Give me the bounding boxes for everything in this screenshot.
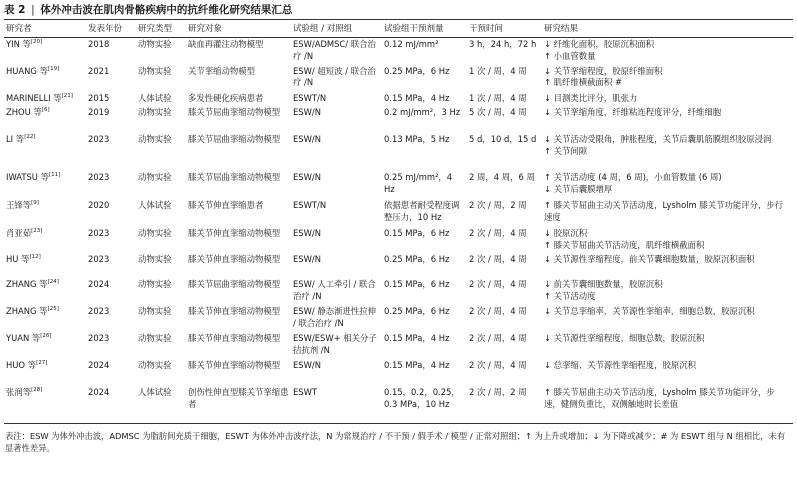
time-value: 2 次 / 周，4 周 xyxy=(469,228,527,238)
result-cell xyxy=(542,38,793,65)
groups-cell xyxy=(291,38,382,65)
result-line: ↓ 关节源性挛缩程度，细胞总数，胶原沉积 xyxy=(544,333,705,343)
year-value: 2019 xyxy=(88,107,110,117)
type-cell xyxy=(136,332,186,359)
type-cell xyxy=(136,92,186,107)
subject-cell xyxy=(186,171,291,199)
time-cell xyxy=(467,106,542,133)
author-cell xyxy=(4,65,86,92)
year-value: 2023 xyxy=(88,228,110,238)
groups-cell xyxy=(291,332,382,359)
year-cell xyxy=(86,65,136,92)
time-cell xyxy=(467,65,542,92)
result-cell xyxy=(542,332,793,359)
result-cell xyxy=(542,65,793,92)
dose-value: 0.15 MPa，6 Hz xyxy=(384,279,450,289)
result-line: ↓ 前关节囊细胞数量，胶原沉积 xyxy=(544,279,663,289)
study-groups: ESW/ 人工牵引 / 联合治疗 /N xyxy=(293,279,376,301)
dose-value: 0.15 MPa，4 Hz xyxy=(384,92,450,103)
time-cell xyxy=(467,38,542,65)
author-cell xyxy=(4,253,86,278)
dose-value: 0.2 mJ/mm²，3 Hz xyxy=(384,107,461,117)
year-value: 2023 xyxy=(88,172,110,182)
year-value: 2020 xyxy=(88,200,110,210)
dose-value: 0.25 mJ/mm²，4 Hz xyxy=(384,172,453,194)
result-cell xyxy=(542,359,793,386)
author-name: HUO 等 xyxy=(6,360,37,370)
reference-marker: [20] xyxy=(30,39,43,46)
title-separator: | xyxy=(31,4,35,16)
year-cell xyxy=(86,278,136,305)
time-value: 1 次 / 周，4 周 xyxy=(469,65,527,76)
col-header-time: 干预时间 xyxy=(467,20,542,38)
study-subject: 缺血再灌注动物模型 xyxy=(188,39,264,49)
result-cell xyxy=(542,305,793,332)
author-name: 张润等 xyxy=(6,387,32,397)
time-cell xyxy=(467,199,542,227)
time-cell xyxy=(467,253,542,278)
author-cell xyxy=(4,106,86,133)
year-value: 2023 xyxy=(88,306,110,316)
study-type: 动物实验 xyxy=(138,333,172,343)
dose-value: 0.15 MPa，4 Hz xyxy=(384,360,450,370)
table-row xyxy=(4,171,793,199)
result-line: ↑ 肌纤维横截面积 # xyxy=(544,77,622,87)
study-groups: ESW/N xyxy=(293,228,321,238)
time-value: 2 次 / 周，4 周 xyxy=(469,306,527,316)
subject-cell xyxy=(186,227,291,253)
result-line: ↓ 关节总挛缩率，关节源性挛缩率，细胞总数，胶原沉积 xyxy=(544,306,755,316)
author-name: HU 等 xyxy=(6,254,30,264)
result-line: ↑ 膝关节屈曲主动关节活动度，Lysholm 膝关节功能评分，步行速度 xyxy=(544,200,784,222)
col-header-dose: 试验组干预剂量 xyxy=(382,20,467,38)
author-cell xyxy=(4,305,86,332)
result-cell xyxy=(542,106,793,133)
result-line: ↓ 总挛缩、关节源性挛缩程度，胶原沉积 xyxy=(544,360,697,370)
dose-cell xyxy=(382,253,467,278)
results-table xyxy=(4,19,793,424)
table-note: 表注：ESW 为体外冲击波，ADMSC 为脂肪间充质干细胞，ESWT 为体外冲击波疗法，N 为常规治疗 / 不干预 / 假手术 / 模型 / 正常对照组；↑ 为上升或增加；↓ 为下降或减少；# 为 ESWT 组与 N 组相比，未有显著性差异。 xyxy=(5,430,786,453)
study-groups: ESW/ESW+ 相关分子拮抗剂 /N xyxy=(293,333,377,355)
dose-value: 0.25 MPa，6 Hz xyxy=(384,306,450,316)
study-type: 人体试验 xyxy=(138,387,172,397)
subject-cell xyxy=(186,278,291,305)
study-groups: ESW/ADMSC/ 联合治疗 /N xyxy=(293,39,376,61)
year-cell xyxy=(86,38,136,65)
year-value: 2023 xyxy=(88,254,110,264)
dose-cell xyxy=(382,359,467,386)
study-groups: ESWT xyxy=(293,387,318,397)
table-row xyxy=(4,106,793,133)
dose-value: 0.15，0.2，0.25，0.3 MPa，10 Hz xyxy=(384,387,460,409)
study-type: 动物实验 xyxy=(138,279,172,289)
reference-marker: [25] xyxy=(47,306,59,313)
author-cell xyxy=(4,133,86,171)
study-type: 动物实验 xyxy=(138,172,172,182)
type-cell xyxy=(136,106,186,133)
time-value: 2 次 / 周，4 周 xyxy=(469,333,527,343)
study-subject: 膝关节伸直挛缩动物模型 xyxy=(188,360,281,370)
table-row xyxy=(4,38,793,65)
dose-cell xyxy=(382,305,467,332)
dose-value: 0.13 MPa，5 Hz xyxy=(384,134,450,144)
year-cell xyxy=(86,305,136,332)
type-cell xyxy=(136,278,186,305)
author-name: YIN 等 xyxy=(6,39,31,49)
groups-cell xyxy=(291,305,382,332)
year-cell xyxy=(86,199,136,227)
subject-cell xyxy=(186,332,291,359)
groups-cell xyxy=(291,133,382,171)
reference-marker: [6] xyxy=(41,107,50,114)
time-value: 2 周，4 周，6 周 xyxy=(469,172,535,182)
dose-value: 0.15 MPa，6 Hz xyxy=(384,228,450,238)
author-cell xyxy=(4,359,86,386)
dose-cell xyxy=(382,332,467,359)
type-cell xyxy=(136,253,186,278)
groups-cell xyxy=(291,106,382,133)
result-line: ↑ 关节活动度 xyxy=(544,290,596,301)
dose-cell xyxy=(382,106,467,133)
author-name: ZHOU 等 xyxy=(6,107,42,117)
study-type: 动物实验 xyxy=(138,228,172,238)
type-cell xyxy=(136,38,186,65)
time-value: 5 次 / 周，4 周 xyxy=(469,107,527,117)
study-groups: ESWT/N xyxy=(293,200,327,210)
study-groups: ESWT/N xyxy=(293,92,327,103)
subject-cell xyxy=(186,133,291,171)
subject-cell xyxy=(186,65,291,92)
col-header-year: 发表年份 xyxy=(86,20,136,38)
author-cell xyxy=(4,227,86,253)
year-cell xyxy=(86,386,136,423)
author-name: MARINELLI 等 xyxy=(6,92,62,103)
author-name: 王锋等 xyxy=(6,200,32,210)
year-cell xyxy=(86,359,136,386)
col-header-result: 研究结果 xyxy=(542,20,793,38)
reference-marker: [24] xyxy=(47,279,59,286)
type-cell xyxy=(136,305,186,332)
result-line: ↑ 小血管数量 xyxy=(544,50,596,61)
study-subject: 膝关节伸直挛缩动物模型 xyxy=(188,254,281,264)
result-cell xyxy=(542,199,793,227)
result-line: ↓ 关节活动受限角，肿胀程度，关节后囊肌筋膜组织胶原浸润 xyxy=(544,134,772,144)
groups-cell xyxy=(291,227,382,253)
time-cell xyxy=(467,171,542,199)
study-type: 动物实验 xyxy=(138,360,172,370)
time-value: 2 次 / 周，2 周 xyxy=(469,200,527,210)
groups-cell xyxy=(291,65,382,92)
subject-cell xyxy=(186,386,291,423)
study-subject: 膝关节伸直挛缩动物模型 xyxy=(188,306,281,316)
result-cell xyxy=(542,253,793,278)
study-groups: ESW/N xyxy=(293,134,321,144)
study-groups: ESW/N xyxy=(293,172,321,182)
study-groups: ESW/ 超短波 / 联合治疗 /N xyxy=(293,65,376,87)
col-header-type: 研究类型 xyxy=(136,20,186,38)
study-subject: 膝关节伸直挛缩患者 xyxy=(188,200,264,210)
time-cell xyxy=(467,305,542,332)
dose-cell xyxy=(382,171,467,199)
author-name: ZHANG 等 xyxy=(6,279,48,289)
reference-marker: [23] xyxy=(31,228,43,235)
year-cell xyxy=(86,92,136,107)
result-cell xyxy=(542,386,793,423)
time-value: 3 h，24 h，72 h xyxy=(469,39,537,49)
col-header-author: 研究者 xyxy=(4,20,86,38)
author-cell xyxy=(4,332,86,359)
groups-cell xyxy=(291,199,382,227)
result-line: ↑ 关节活动度 (4 周，6 周)，小血管数量 (6 周) xyxy=(544,172,722,182)
result-line: ↓ 关节后囊膜增厚 xyxy=(544,183,613,194)
author-name: LI 等 xyxy=(6,134,25,144)
study-type: 动物实验 xyxy=(138,254,172,264)
year-cell xyxy=(86,106,136,133)
study-subject: 膝关节屈曲挛缩动物模型 xyxy=(188,279,281,289)
author-cell xyxy=(4,278,86,305)
result-cell xyxy=(542,278,793,305)
author-name: YUAN 等 xyxy=(6,333,41,343)
subject-cell xyxy=(186,359,291,386)
table-row xyxy=(4,199,793,227)
year-value: 2024 xyxy=(88,387,110,397)
year-value: 2023 xyxy=(88,134,110,144)
author-name: ZHANG 等 xyxy=(6,306,48,316)
time-cell xyxy=(467,386,542,423)
year-value: 2023 xyxy=(88,333,110,343)
study-groups: ESW/N xyxy=(293,254,321,264)
time-cell xyxy=(467,227,542,253)
author-cell xyxy=(4,38,86,65)
dose-cell xyxy=(382,38,467,65)
reference-marker: [19] xyxy=(47,65,60,72)
dose-value: 依据患者耐受程度调整压力，10 Hz xyxy=(384,200,460,222)
year-value: 2024 xyxy=(88,279,110,289)
time-cell xyxy=(467,359,542,386)
subject-cell xyxy=(186,199,291,227)
table-row xyxy=(4,65,793,92)
year-cell xyxy=(86,227,136,253)
type-cell xyxy=(136,199,186,227)
year-cell xyxy=(86,332,136,359)
dose-cell xyxy=(382,227,467,253)
result-line: ↓ 关节挛缩角度，纤维粘连程度评分，纤维细胞 xyxy=(544,107,722,117)
table-row xyxy=(4,359,793,386)
study-groups: ESW/N xyxy=(293,107,321,117)
time-cell xyxy=(467,133,542,171)
study-subject: 创伤性伸直型膝关节挛缩患者 xyxy=(188,387,289,409)
reference-marker: [21] xyxy=(61,92,73,99)
author-cell xyxy=(4,92,86,107)
dose-value: 0.25 MPa，6 Hz xyxy=(384,65,450,76)
type-cell xyxy=(136,171,186,199)
time-cell xyxy=(467,332,542,359)
dose-cell xyxy=(382,92,467,107)
table-row xyxy=(4,278,793,305)
dose-cell xyxy=(382,133,467,171)
study-type: 动物实验 xyxy=(138,107,172,117)
year-cell xyxy=(86,171,136,199)
study-subject: 膝关节屈曲挛缩动物模型 xyxy=(188,134,281,144)
study-type: 动物实验 xyxy=(138,134,172,144)
study-type: 人体试验 xyxy=(138,92,172,103)
table-number: 表 2 xyxy=(4,4,26,16)
author-cell xyxy=(4,199,86,227)
result-line: ↓ 纤维化面积，胶原沉积面积 xyxy=(544,39,655,49)
dose-value: 0.12 mJ/mm² xyxy=(384,39,439,49)
time-value: 1 次 / 周，4 周 xyxy=(469,92,527,103)
subject-cell xyxy=(186,253,291,278)
author-name: IWATSU 等 xyxy=(6,172,49,182)
table-title-text: 体外冲击波在肌肉骨骼疾病中的抗纤维化研究结果汇总 xyxy=(40,4,293,16)
table-row xyxy=(4,332,793,359)
dose-cell xyxy=(382,386,467,423)
type-cell xyxy=(136,133,186,171)
table-row xyxy=(4,92,793,107)
table-header-row xyxy=(4,20,793,38)
year-cell xyxy=(86,133,136,171)
result-line: ↓ 胶原沉积 xyxy=(544,228,588,238)
year-cell xyxy=(86,253,136,278)
subject-cell xyxy=(186,305,291,332)
col-header-subject: 研究对象 xyxy=(186,20,291,38)
year-value: 2015 xyxy=(88,92,110,103)
groups-cell xyxy=(291,278,382,305)
result-cell xyxy=(542,92,793,107)
dose-cell xyxy=(382,65,467,92)
time-value: 2 次 / 周，4 周 xyxy=(469,254,527,264)
table-row xyxy=(4,133,793,171)
result-line: ↑ 膝关节屈曲主动关节活动度，Lysholm 膝关节功能评分，步速，健侧负重比，双侧触地时长差值 xyxy=(544,387,775,409)
study-type: 动物实验 xyxy=(138,39,172,49)
table-title xyxy=(4,3,793,17)
time-cell xyxy=(467,278,542,305)
subject-cell xyxy=(186,92,291,107)
table-row xyxy=(4,386,793,423)
dose-cell xyxy=(382,199,467,227)
subject-cell xyxy=(186,106,291,133)
table-body xyxy=(4,38,793,424)
result-cell xyxy=(542,133,793,171)
result-cell xyxy=(542,227,793,253)
year-value: 2024 xyxy=(88,360,110,370)
time-value: 2 次 / 周，4 周 xyxy=(469,279,527,289)
reference-marker: [26] xyxy=(40,333,52,340)
groups-cell xyxy=(291,92,382,107)
study-groups: ESW/ 静态渐进性拉伸 / 联合治疗 /N xyxy=(293,306,376,328)
groups-cell xyxy=(291,253,382,278)
study-subject: 膝关节屈曲挛缩动物模型 xyxy=(188,107,281,117)
reference-marker: [12] xyxy=(29,254,41,261)
result-line: ↓ 关节源性挛缩程度，前关节囊细胞数量，胶原沉积面积 xyxy=(544,254,755,264)
reference-marker: [27] xyxy=(36,360,48,367)
result-line: ↓ 关节挛缩程度，胶原纤维面积 xyxy=(544,65,663,76)
dose-value: 0.25 MPa，6 Hz xyxy=(384,254,450,264)
col-header-groups: 试验组 / 对照组 xyxy=(291,20,382,38)
author-name: HUANG 等 xyxy=(6,65,48,76)
type-cell xyxy=(136,65,186,92)
time-value: 2 次 / 周，2 周 xyxy=(469,387,527,397)
groups-cell xyxy=(291,386,382,423)
study-subject: 关节挛缩动物模型 xyxy=(188,65,255,76)
study-type: 动物实验 xyxy=(138,65,172,76)
time-value: 5 d，10 d，15 d xyxy=(469,134,537,144)
type-cell xyxy=(136,359,186,386)
time-cell xyxy=(467,92,542,107)
time-value: 2 次 / 周，4 周 xyxy=(469,360,527,370)
study-groups: ESW/N xyxy=(293,360,321,370)
dose-value: 0.15 MPa，4 Hz xyxy=(384,333,450,343)
table-row xyxy=(4,227,793,253)
result-cell xyxy=(542,171,793,199)
author-cell xyxy=(4,386,86,423)
study-type: 人体试验 xyxy=(138,200,172,210)
table-row xyxy=(4,305,793,332)
reference-marker: [9] xyxy=(31,200,39,207)
dose-cell xyxy=(382,278,467,305)
year-value: 2021 xyxy=(88,65,110,76)
reference-marker: [22] xyxy=(24,134,36,141)
type-cell xyxy=(136,227,186,253)
study-subject: 多发性硬化疾病患者 xyxy=(188,92,264,103)
reference-marker: [11] xyxy=(48,172,61,179)
author-cell xyxy=(4,171,86,199)
reference-marker: [28] xyxy=(31,387,43,394)
table-row xyxy=(4,253,793,278)
year-value: 2018 xyxy=(88,39,110,49)
result-line: ↑ 膝关节屈曲关节活动度，肌纤维横截面积 xyxy=(544,239,705,250)
study-subject: 膝关节伸直挛缩动物模型 xyxy=(188,333,281,343)
subject-cell xyxy=(186,38,291,65)
groups-cell xyxy=(291,359,382,386)
groups-cell xyxy=(291,171,382,199)
study-subject: 膝关节屈曲挛缩动物模型 xyxy=(188,172,281,182)
study-subject: 膝关节伸直挛缩动物模型 xyxy=(188,228,281,238)
study-type: 动物实验 xyxy=(138,306,172,316)
result-line: ↑ 关节间隙 xyxy=(544,145,588,156)
author-name: 肖亚茹 xyxy=(6,228,32,238)
type-cell xyxy=(136,386,186,423)
result-line: ↓ 目测类比评分，肌张力 xyxy=(544,92,638,103)
